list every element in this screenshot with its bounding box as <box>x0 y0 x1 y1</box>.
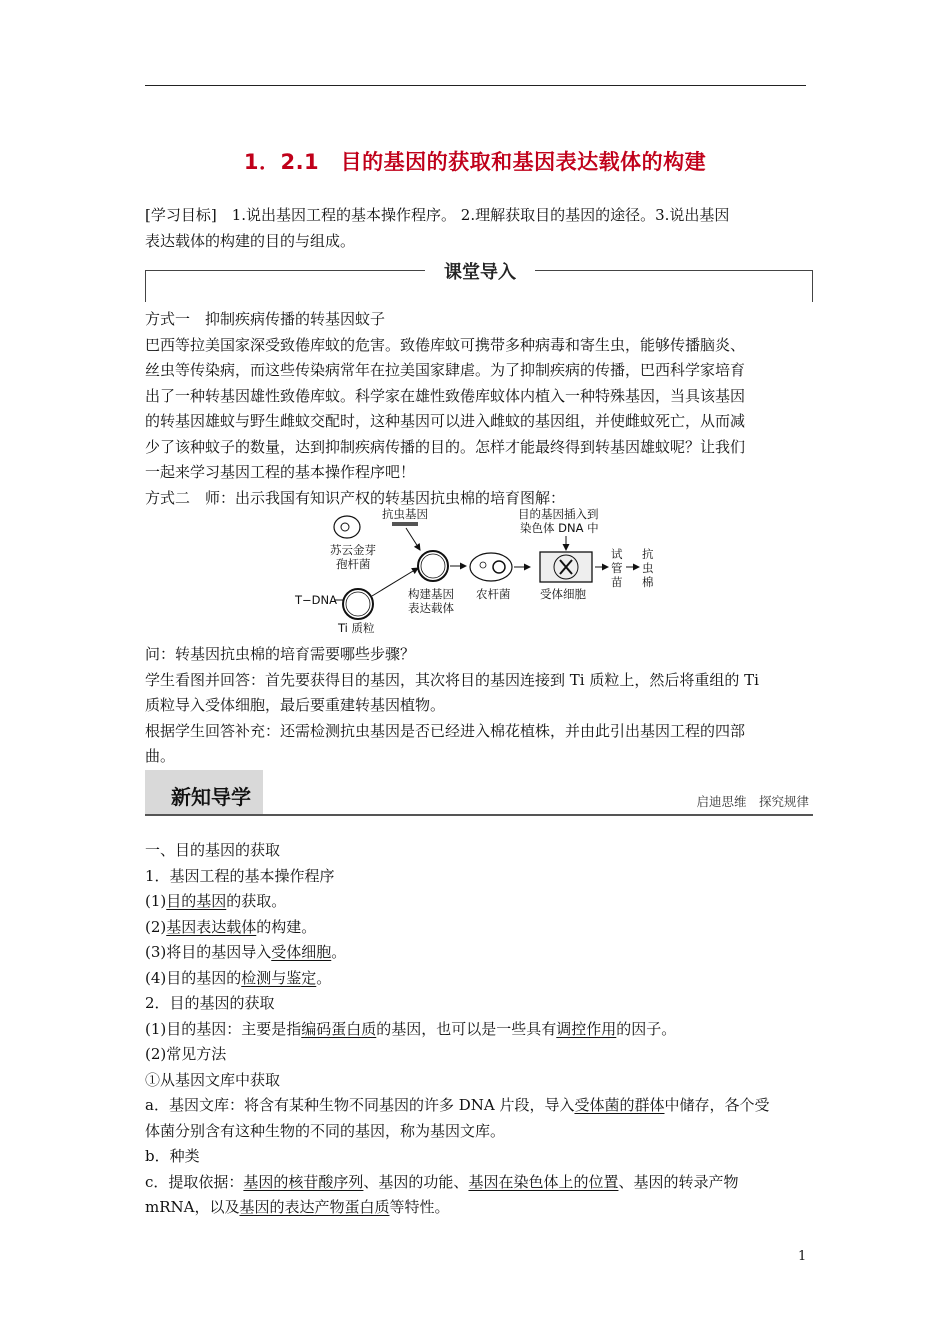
banner-line-right <box>535 270 813 271</box>
answer-line-2: 质粒导入受体细胞，最后要重建转基因植物。 <box>145 696 446 714</box>
page-number: 1 <box>798 1249 807 1264</box>
header-rule <box>145 85 806 86</box>
p1-line-2: 丝虫等传染病，而这些传染病常年在拉美国家肆虐。为了抑制疾病的传播，巴西科学家培育 <box>145 361 746 379</box>
tube-char-2: 管 <box>611 561 623 575</box>
bacillus-label-1: 苏云金芽 <box>330 543 376 557</box>
transgenic-cotton-diagram <box>290 508 670 638</box>
bt-gene-fragment <box>392 522 418 526</box>
build-label-2: 表达载体 <box>408 601 454 615</box>
p1-line-3: 出了一种转基因雄性致倦库蚊。科学家在雄性致倦库蚊体内植入一种特殊基因，当具该基因 <box>145 386 746 405</box>
ti-label: Ti 质粒 <box>338 621 375 635</box>
banner-hook-right <box>812 270 813 302</box>
subheading-acquire: 2．目的基因的获取 <box>145 994 275 1012</box>
item-b: b．种类 <box>145 1147 200 1165</box>
banner2-label: 新知导学 <box>171 785 251 809</box>
bacillus-cell <box>334 516 360 538</box>
bt-gene-label: 抗虫基因 <box>382 508 428 521</box>
answer-line-1: 学生看图并回答：首先要获得目的基因，其次将目的基因连接到 Ti 质粒上，然后将重组的 Ti <box>145 670 759 689</box>
section-banner-new-knowledge <box>145 770 813 816</box>
bacillus-label-2: 孢杆菌 <box>336 557 371 571</box>
cotton-char-2: 虫 <box>642 561 654 575</box>
insert-label-2: 染色体 DNA 中 <box>520 521 599 535</box>
recombinant-plasmid <box>418 551 448 581</box>
agrobacterium-cell <box>470 553 512 581</box>
supplement-line-1: 根据学生回答补充：还需检测抗虫基因是否已经进入棉花植株，并由此引出基因工程的四部 <box>145 721 746 740</box>
learning-objectives <box>145 203 808 254</box>
banner2-rule <box>145 814 813 816</box>
p1-line-5: 少了该种蚊子的数量，达到抑制疾病传播的目的。怎样才能最终得到转基因雄蚊呢？让我们 <box>145 437 746 456</box>
step-1: (1)目的基因的获取。 <box>145 892 287 910</box>
intro-block <box>145 307 808 511</box>
definition: (1)目的基因：主要是指编码蛋白质的基因，也可以是一些具有调控作用的因子。 <box>145 1019 677 1038</box>
banner2-right: 启迪思维 探究规律 <box>696 794 809 809</box>
subheading-procedure: 1．基因工程的基本操作程序 <box>145 866 335 885</box>
item-a: a．基因文库：将含有某种生物不同基因的许多 DNA 片段，导入受体菌的群体中储存，各个受 <box>145 1096 770 1114</box>
p1-line-6: 一起来学习基因工程的基本操作程序吧！ <box>145 463 416 481</box>
arrow-gene <box>406 528 420 550</box>
tube-char-3: 苗 <box>611 575 623 589</box>
qa-block <box>145 642 808 770</box>
section-banner-intro <box>145 260 813 302</box>
p1-line-1: 巴西等拉美国家深受致倦库蚊的危害。致倦库蚊可携带多种病毒和寄生虫，能够传播脑炎、 <box>145 335 746 354</box>
recipient-label: 受体细胞 <box>540 587 586 601</box>
banner-line-left <box>145 270 425 271</box>
content-block <box>145 838 808 1221</box>
step-3: (3)将目的基因导入受体细胞。 <box>145 943 347 961</box>
tdna-label: T−DNA <box>295 593 337 607</box>
cotton-char-1: 抗 <box>642 547 654 561</box>
objectives-line-2: 表达载体的构建的目的与组成。 <box>145 231 356 250</box>
p1-line-4: 的转基因雄蚊与野生雌蚊交配时，这种基因可以进入雌蚊的基因组，并使雌蚊死亡，从而减 <box>145 412 746 430</box>
recipient-cell <box>540 552 592 582</box>
banner-hook-left <box>145 270 146 302</box>
section-heading-1: 一、目的基因的获取 <box>145 841 281 859</box>
from-library: ①从基因文库中获取 <box>145 1070 281 1089</box>
insert-label-1: 目的基因插入到 <box>518 508 599 521</box>
build-label-1: 构建基因 <box>408 587 454 601</box>
objectives-line-1: [学习目标] 1.说出基因工程的基本操作程序。 2.理解获取目的基因的途径。3.说出基因 <box>145 206 730 224</box>
lesson-title: 1．2.1 目的基因的获取和基因表达载体的构建 <box>243 150 707 174</box>
item-a-line-2: 体菌分别含有这种生物的不同的基因，称为基因文库。 <box>145 1121 506 1140</box>
supplement-line-2: 曲。 <box>145 747 176 765</box>
item-c-line-2: mRNA，以及基因的表达产物蛋白质等特性。 <box>145 1198 450 1216</box>
question: 问：转基因抗虫棉的培育需要哪些步骤？ <box>145 645 416 663</box>
tube-char-1: 试 <box>611 547 623 561</box>
banner-label: 课堂导入 <box>444 262 516 283</box>
item-c: c．提取依据：基因的核苷酸序列、基因的功能、基因在染色体上的位置、基因的转录产物 <box>145 1172 739 1191</box>
step-4: (4)目的基因的检测与鉴定。 <box>145 968 332 987</box>
common-methods: (2)常见方法 <box>145 1045 227 1063</box>
method1-title: 方式一 抑制疾病传播的转基因蚊子 <box>145 310 386 328</box>
agro-label: 农杆菌 <box>476 587 511 601</box>
cotton-char-3: 棉 <box>642 575 654 589</box>
method2-title: 方式二 师：出示我国有知识产权的转基因抗虫棉的培育图解： <box>145 488 566 507</box>
step-2: (2)基因表达载体的构建。 <box>145 917 317 936</box>
ti-plasmid <box>343 589 373 619</box>
